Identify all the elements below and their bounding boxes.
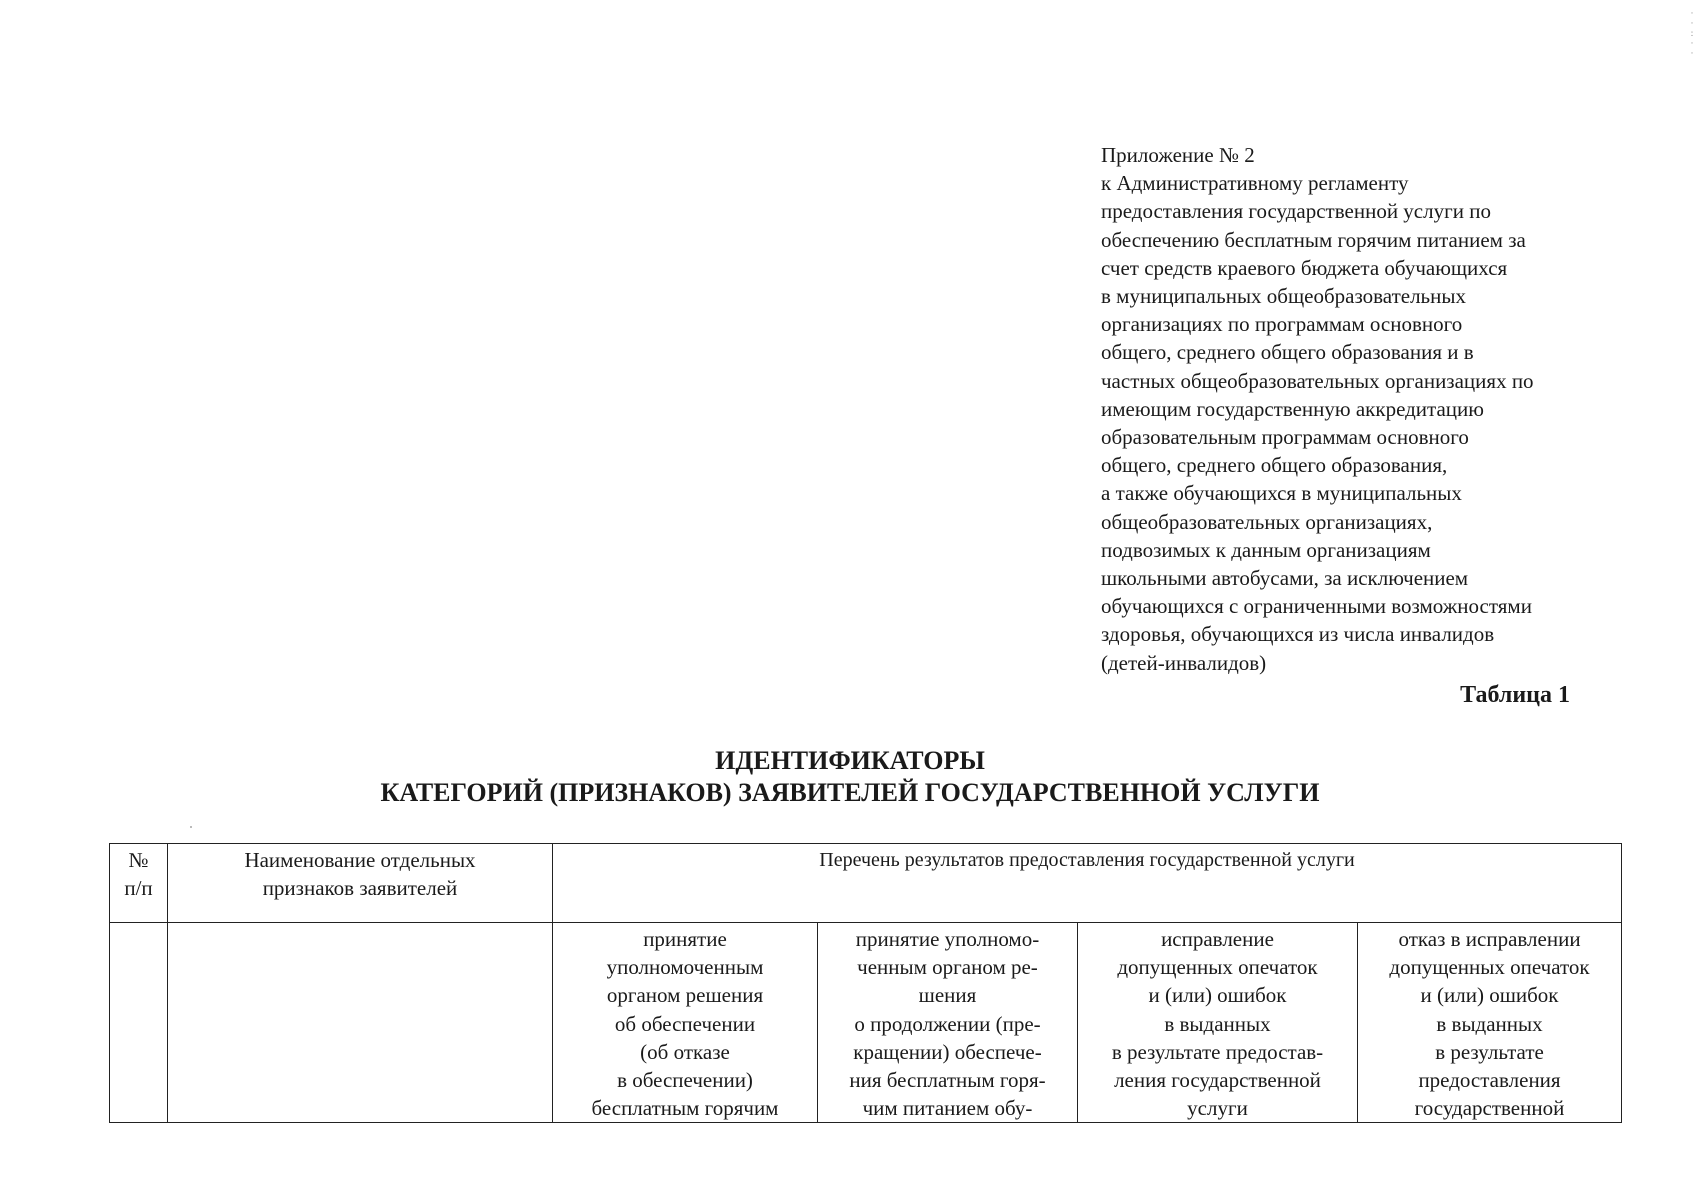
appendix-line: общего, среднего общего образования,: [1101, 453, 1448, 478]
appendix-line: Приложение № 2: [1101, 143, 1255, 167]
cell-number-empty: [110, 923, 168, 1123]
cell-line: о продолжении (пре-: [854, 1011, 1041, 1036]
appendix-line: предоставления государственной услуги по: [1101, 199, 1491, 224]
cell-line: государственной: [1414, 1096, 1565, 1121]
result-cell-continuation: [818, 923, 1078, 1123]
cell-line: исправление: [1161, 927, 1274, 951]
table-header-row: [110, 844, 1622, 923]
table-row: [110, 923, 1622, 1123]
appendix-line: подвозимых к данным организациям: [1101, 537, 1431, 562]
cell-name-empty: [168, 923, 553, 1123]
cell-line: в обеспечении): [617, 1068, 753, 1093]
appendix-line: а также обучающихся в муниципальных: [1101, 481, 1462, 506]
cell-line: допущенных опечаток: [1389, 955, 1590, 980]
cell-line: в результате предостав-: [1111, 1039, 1324, 1064]
table-number-label: Таблица 1: [1460, 682, 1570, 708]
cell-line: в выданных: [1436, 1011, 1543, 1036]
cell-line: шения: [918, 983, 977, 1008]
appendix-line: обеспечению бесплатным горячим питанием за: [1101, 227, 1526, 252]
header-text: Перечень результатов предоставления государственной услуги: [819, 849, 1355, 871]
cell-line: принятие уполномо-: [855, 927, 1040, 951]
result-cell-decision: [553, 923, 818, 1123]
header-cell-number: [110, 844, 168, 923]
result-cell-correction: [1078, 923, 1358, 1123]
cell-line: органом решения: [606, 983, 764, 1008]
appendix-line: к Административному регламенту: [1101, 171, 1409, 196]
cell-line: ления государственной: [1114, 1068, 1321, 1093]
header-cell-name: [168, 844, 553, 923]
appendix-line: в муниципальных общеобразовательных: [1101, 284, 1466, 309]
cell-line: и (или) ошибок: [1148, 983, 1287, 1008]
cell-line: уполномоченным: [606, 955, 764, 980]
cell-line: отказ в исправлении: [1398, 927, 1581, 951]
cell-line: ченным органом ре-: [857, 955, 1038, 980]
appendix-line: общеобразовательных организациях,: [1101, 509, 1433, 534]
cell-line: в результате: [1435, 1039, 1544, 1064]
cell-line: ния бесплатным горя-: [849, 1068, 1046, 1093]
cell-line: об обеспечении: [614, 1011, 756, 1036]
scan-speck: [190, 826, 192, 828]
cell-line: принятие: [643, 927, 727, 951]
appendix-line: школьными автобусами, за исключением: [1101, 566, 1469, 591]
title-line-1: ИДЕНТИФИКАТОРЫ: [715, 746, 985, 775]
title-line-2: КАТЕГОРИЙ (ПРИЗНАКОВ) ЗАЯВИТЕЛЕЙ ГОСУДАРСТВЕННОЙ УСЛУГИ: [380, 778, 1320, 807]
cell-line: и (или) ошибок: [1420, 983, 1559, 1008]
cell-line: в выданных: [1164, 1011, 1271, 1036]
cell-line: предоставления: [1418, 1068, 1561, 1093]
appendix-line: здоровья, обучающихся из числа инвалидов: [1101, 622, 1495, 647]
cell-line: бесплатным горячим: [591, 1096, 779, 1121]
appendix-line: образовательным программам основного: [1101, 425, 1469, 450]
document-title: [100, 745, 1600, 809]
result-cell-correction-refusal: [1358, 923, 1622, 1123]
header-text: п/п: [124, 876, 153, 901]
cell-line: допущенных опечаток: [1117, 955, 1318, 980]
cell-line: (об отказе: [640, 1039, 730, 1064]
appendix-line: общего, среднего общего образования и в: [1101, 340, 1474, 365]
cell-line: кращении) обеспече-: [853, 1039, 1042, 1064]
appendix-line: имеющим государственную аккредитацию: [1101, 396, 1484, 421]
header-text: №: [128, 848, 149, 872]
cell-line: чим питанием обу-: [862, 1096, 1033, 1121]
appendix-line: обучающихся с ограниченными возможностями: [1101, 594, 1532, 619]
header-text: признаков заявителей: [262, 876, 458, 901]
scan-artifact: · · : · ·: [1690, 8, 1694, 58]
appendix-line: счет средств краевого бюджета обучающихся: [1101, 255, 1508, 280]
identifiers-table: [109, 843, 1622, 1123]
appendix-line: (детей-инвалидов): [1101, 650, 1267, 675]
appendix-line: организациях по программам основного: [1101, 312, 1463, 337]
header-text: Наименование отдельных: [244, 848, 476, 872]
appendix-note: [1101, 141, 1641, 677]
header-cell-results: [553, 844, 1622, 923]
appendix-line: частных общеобразовательных организациях по: [1101, 368, 1534, 393]
cell-line: услуги: [1187, 1096, 1248, 1121]
